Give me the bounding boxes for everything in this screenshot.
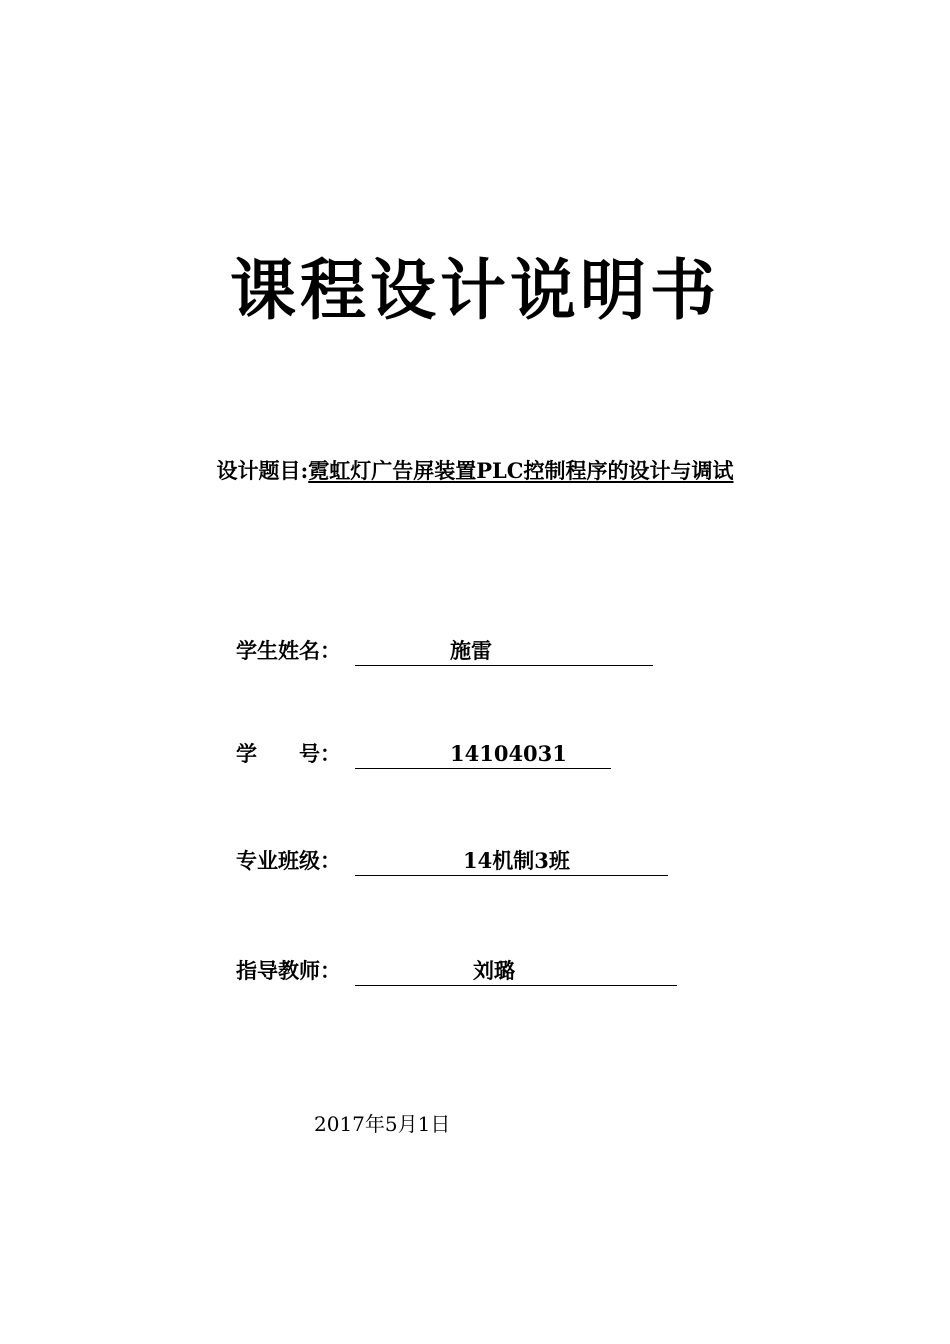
- student-id-label: 学 号：: [236, 741, 341, 766]
- student-id-field: [236, 738, 611, 770]
- design-topic-label: 设计题目:: [216, 458, 309, 483]
- advisor-label: 指导教师：: [236, 958, 341, 983]
- student-name-underline: [355, 635, 653, 666]
- advisor-field: [236, 955, 677, 987]
- student-id-value: 14104031: [450, 741, 567, 766]
- student-name-label: 学生姓名：: [236, 638, 341, 663]
- major-class-value: 14机制3班: [463, 848, 570, 873]
- advisor-value: 刘璐: [473, 958, 515, 983]
- major-class-underline: [355, 845, 668, 876]
- design-topic-value: 霓虹灯广告屏装置PLC控制程序的设计与调试: [308, 458, 734, 483]
- design-topic: [0, 455, 950, 487]
- student-name-value: 施雷: [450, 638, 492, 663]
- document-date: 2017年5月1日: [314, 1112, 451, 1136]
- document-title: 课程设计说明书: [230, 251, 720, 329]
- student-id-underline: [355, 738, 611, 769]
- major-class-field: [236, 845, 668, 877]
- student-name-field: [236, 635, 653, 667]
- advisor-underline: [355, 955, 677, 986]
- major-class-label: 专业班级：: [236, 848, 341, 873]
